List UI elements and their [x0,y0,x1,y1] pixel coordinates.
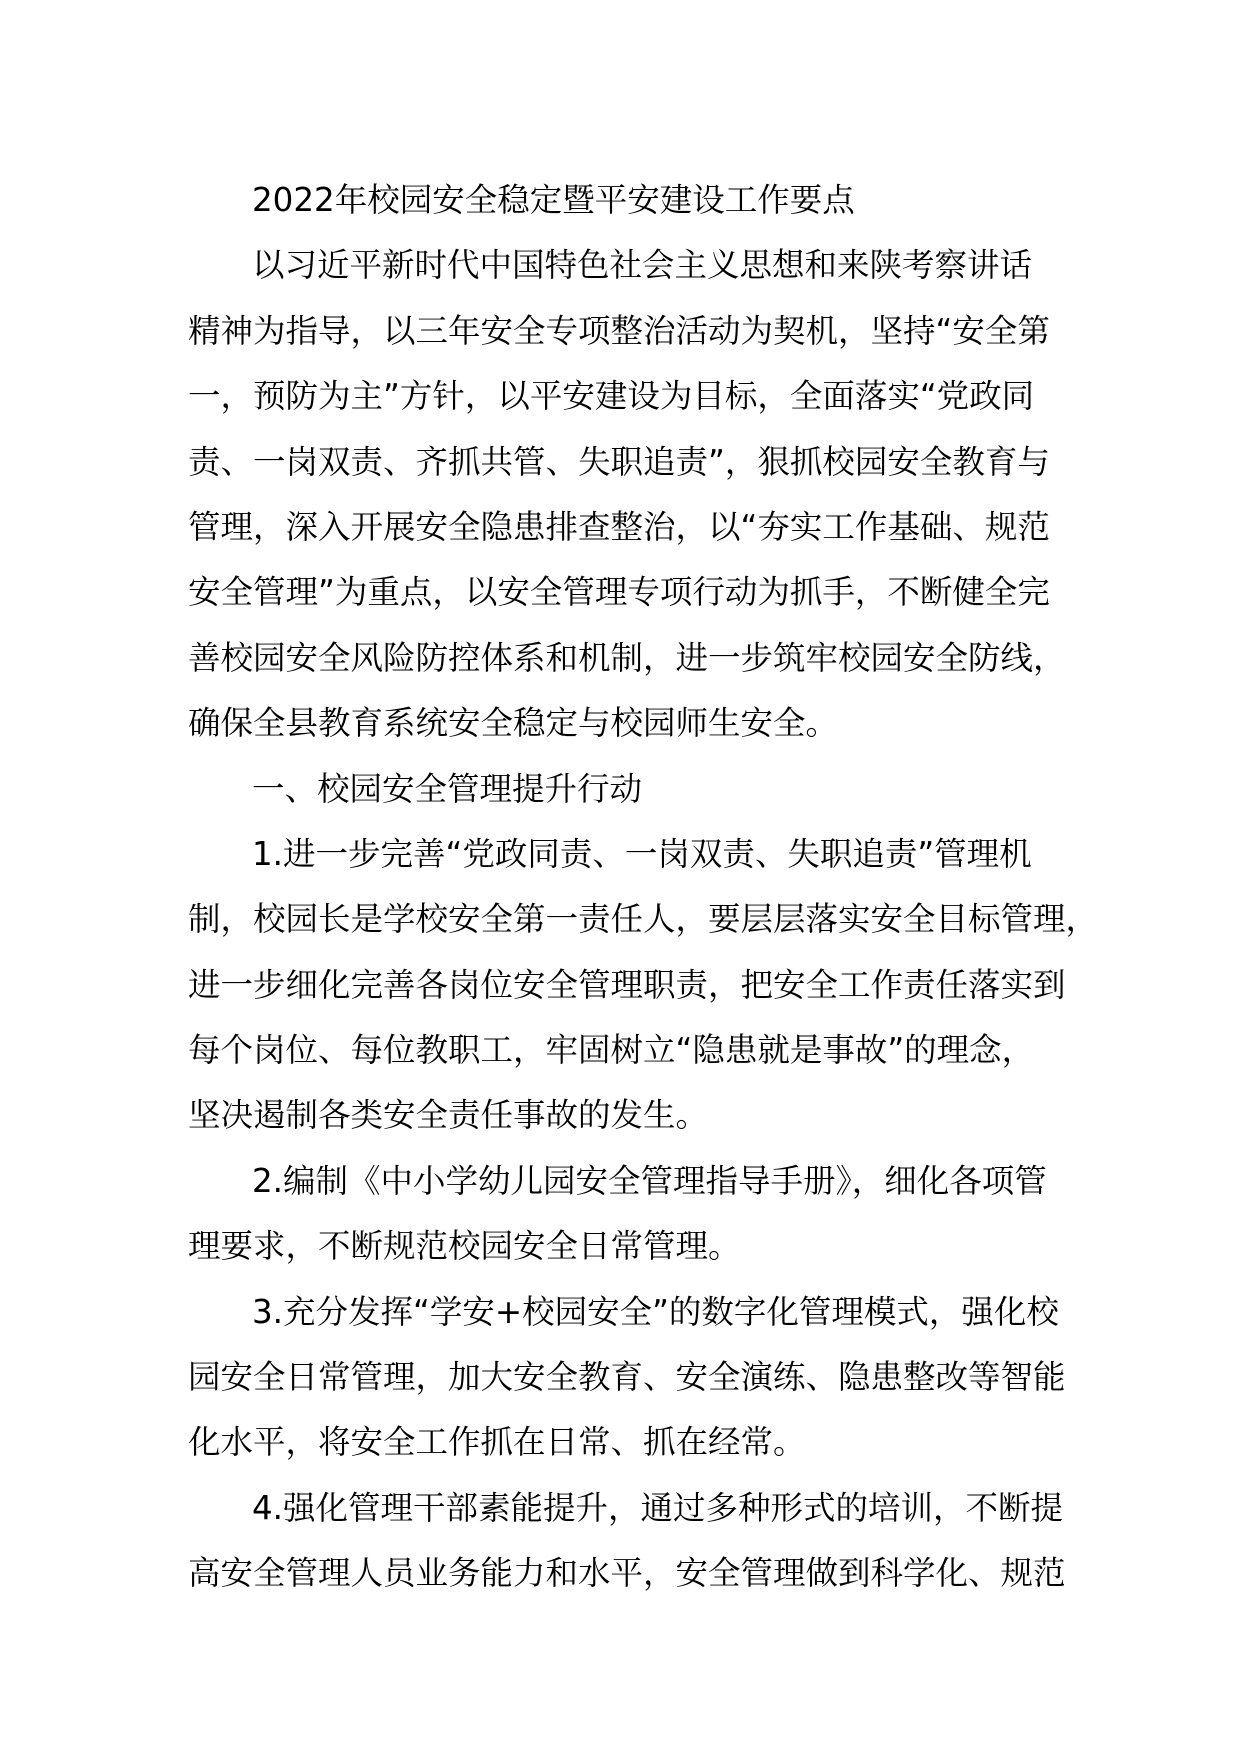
paragraph-line: 一，预防为主”方针，以平安建设为目标，全面落实“党政同 [188,377,1035,416]
paragraph-line: 2.编制《中小学幼儿园安全管理指导手册》，细化各项管 [252,1161,1047,1200]
paragraph-line: 管理，深入开展安全隐患排查整治，以“夯实工作基础、规范 [188,507,1050,546]
paragraph-line: 安全管理”为重点，以安全管理专项行动为抓手，不断健全完 [188,573,1050,612]
paragraph-line: 园安全日常管理，加大安全教育、安全演练、隐患整改等智能 [188,1358,1066,1397]
paragraph-line: 坚决遏制各类安全责任事故的发生。 [188,1096,709,1135]
document-body [188,168,1099,1607]
paragraph-line: 制，校园长是学校安全第一责任人，要层层落实安全目标管理， [188,900,1099,939]
paragraph-line: 精神为指导，以三年安全专项整治活动为契机，坚持“安全第 [188,311,1050,350]
paragraph-line: 以习近平新时代中国特色社会主义思想和来陕考察讲话 [252,246,1033,285]
document-title: 2022年校园安全稳定暨平安建设工作要点 [252,181,855,219]
paragraph-line: 确保全县教育系统安全稳定与校园师生安全。 [188,704,839,743]
section-heading: 一、校园安全管理提升行动 [252,769,643,808]
paragraph-line: 化水平，将安全工作抓在日常、抓在经常。 [188,1423,806,1462]
paragraph-line: 理要求，不断规范校园安全日常管理。 [188,1227,741,1266]
paragraph-line: 3.充分发挥“学安+校园安全”的数字化管理模式，强化校 [252,1292,1059,1331]
paragraph-line: 进一步细化完善各岗位安全管理职责，把安全工作责任落实到 [188,965,1066,1004]
paragraph-line: 责、一岗双责、齐抓共管、失职追责”，狠抓校园安全教育与 [188,442,1050,481]
paragraph-line: 每个岗位、每位教职工，牢固树立“隐患就是事故”的理念， [188,1031,1035,1070]
paragraph-line: 高安全管理人员业务能力和水平，安全管理做到科学化、规范 [188,1554,1066,1593]
paragraph-line: 1.进一步完善“党政同责、一岗双责、失职追责”管理机 [252,834,1032,873]
paragraph-line: 4.强化管理干部素能提升，通过多种形式的培训，不断提 [252,1488,1064,1527]
paragraph-line: 善校园安全风险防控体系和机制，进一步筑牢校园安全防线， [188,638,1066,677]
